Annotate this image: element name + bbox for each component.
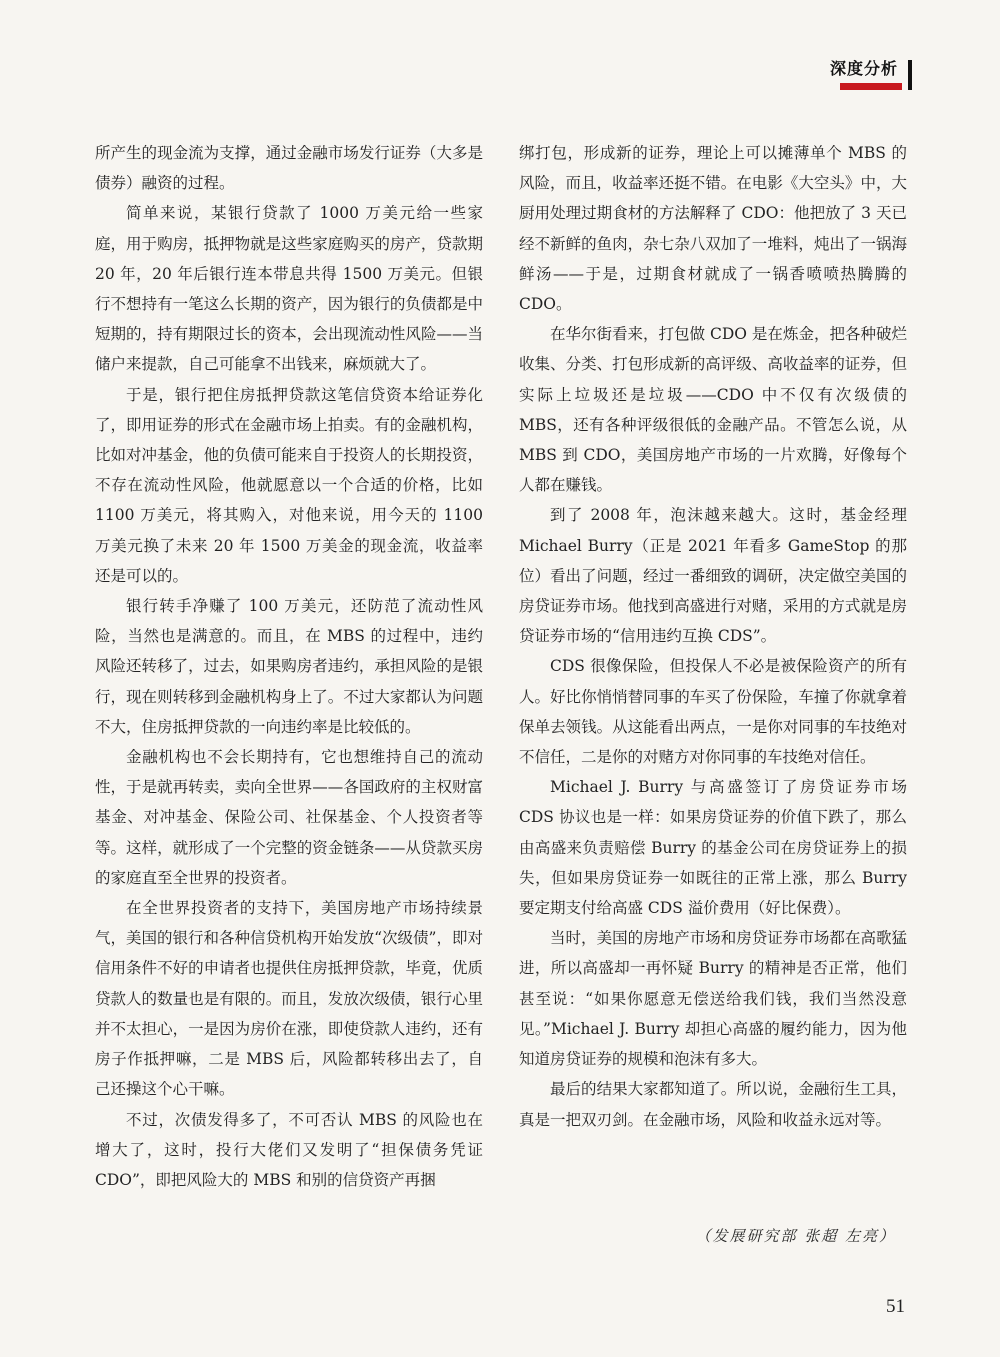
paragraph: 金融机构也不会长期持有，它也想维持自己的流动性，于是就再转卖，卖向全世界——各国政府的主权财富基金、对冲基金、保险公司、社保基金、个人投资者等等。这样，就形成了一个完整的资金链条——从贷款买房的家庭直至全世界的投资者。: [95, 748, 483, 887]
paragraph: 所产生的现金流为支撑，通过金融市场发行证券（大多是债券）融资的过程。: [95, 144, 483, 193]
right-column: [519, 138, 907, 1135]
paragraph: 于是，银行把住房抵押贷款这笔信贷资本给证券化了，即用证券的形式在金融市场上拍卖。有的金融机构，比如对冲基金，他的负债可能来自于投资人的长期投资，不存在流动性风险，他就愿意以一个合适的价格，比如 1100 万美元，将其购入，对他来说，用今天的 1100 万美元换了未来 20 年 1500 万美金的现金流，收益率还是可以的。: [95, 385, 483, 585]
author-byline: （发展研究部 张超 左亮）: [695, 1227, 896, 1245]
paragraph: 不过，次债发得多了，不可否认 MBS 的风险也在增大了，这时，投行大佬们又发明了“担保债务凭证 CDO”，即把风险大的 MBS 和别的信贷资产再捆: [95, 1110, 483, 1189]
paragraph: 当时，美国的房地产市场和房贷证券市场都在高歌猛进，所以高盛却一再怀疑 Burry 的精神是否正常，他们甚至说：“如果你愿意无偿送给我们钱，我们当然没意见。”Michael J. Burry 却担心高盛的履约能力，因为他知道房贷证券的规模和泡沫有多大。: [519, 929, 907, 1069]
paragraph: 在华尔街看来，打包做 CDO 是在炼金，把各种破烂收集、分类、打包形成新的高评级、高收益率的证券，但实际上垃圾还是垃圾——CDO 中不仅有次级债的 MBS，还有各种评级很低的金融产品。不管怎么说，从 MBS 到 CDO，美国房地产市场的一片欢腾，好像每个人都在赚钱。: [519, 325, 907, 495]
paragraph: Michael J. Burry 与高盛签订了房贷证券市场 CDS 协议也是一样：如果房贷证券的价值下跌了，那么由高盛来负责赔偿 Burry 的基金公司在房贷证券上的损失，但如果房贷证券一如既往的正常上涨，那么 Burry 要定期支付给高盛 CDS 溢价费用（好比保费）。: [519, 778, 907, 918]
paragraph: 简单来说，某银行贷款了 1000 万美元给一些家庭，用于购房，抵押物就是这些家庭购买的房产，贷款期 20 年，20 年后银行连本带息共得 1500 万美元。但银行不想持有一笔这么长期的资产，因为银行的负债都是中短期的，持有期限过长的资本，会出现流动性风险——当储户来提款，自己可能拿不出钱来，麻烦就大了。: [95, 204, 483, 374]
page-number: 51: [886, 1296, 905, 1317]
section-red-underline: [840, 83, 902, 90]
section-header: [830, 58, 912, 90]
section-title: 深度分析: [829, 59, 898, 78]
paragraph: 绑打包，形成新的证券，理论上可以摊薄单个 MBS 的风险，而且，收益率还挺不错。在电影《大空头》中，大厨用处理过期食材的方法解释了 CDO：他把放了 3 天已经不新鲜的鱼肉，杂七杂八双加了一堆料，炖出了一锅海鲜汤——于是，过期食材就成了一锅香喷喷热腾腾的 CDO。: [519, 144, 907, 314]
paragraph: 最后的结果大家都知道了。所以说，金融衍生工具，真是一把双刃剑。在金融市场，风险和收益永远对等。: [519, 1080, 907, 1129]
paragraph: 到了 2008 年，泡沫越来越大。这时，基金经理 Michael Burry（正是 2021 年看多 GameStop 的那位）看出了问题，经过一番细致的调研，决定做空美国的房贷证券市场。他找到高盛进行对赌，采用的方式就是房贷证券市场的“信用违约互换 CDS”。: [519, 506, 907, 646]
section-tag: [830, 58, 902, 90]
paragraph: CDS 很像保险，但投保人不必是被保险资产的所有人。好比你悄悄替同事的车买了份保险，车撞了你就拿着保单去领钱。从这能看出两点，一是你对同事的车技绝对不信任，二是你的对赌方对你同事的车技绝对信任。: [519, 657, 907, 767]
paragraph: 银行转手净赚了 100 万美元，还防范了流动性风险，当然也是满意的。而且，在 MBS 的过程中，违约风险还转移了，过去，如果购房者违约，承担风险的是银行，现在则转移到金融机构身上了。不过大家都认为问题不大，住房抵押贷款的一向违约率是比较低的。: [95, 597, 483, 736]
paragraph: 在全世界投资者的支持下，美国房地产市场持续景气，美国的银行和各种信贷机构开始发放“次级债”，即对信用条件不好的申请者也提供住房抵押贷款，毕竟，优质贷款人的数量也是有限的。而且，发放次级债，银行心里并不太担心，一是因为房价在涨，即使贷款人违约，还有房子作抵押嘛，二是 MBS 后，风险都转移出去了，自己还操这个心干嘛。: [95, 899, 483, 1099]
left-column: [95, 138, 483, 1195]
section-black-bar: [908, 60, 912, 90]
